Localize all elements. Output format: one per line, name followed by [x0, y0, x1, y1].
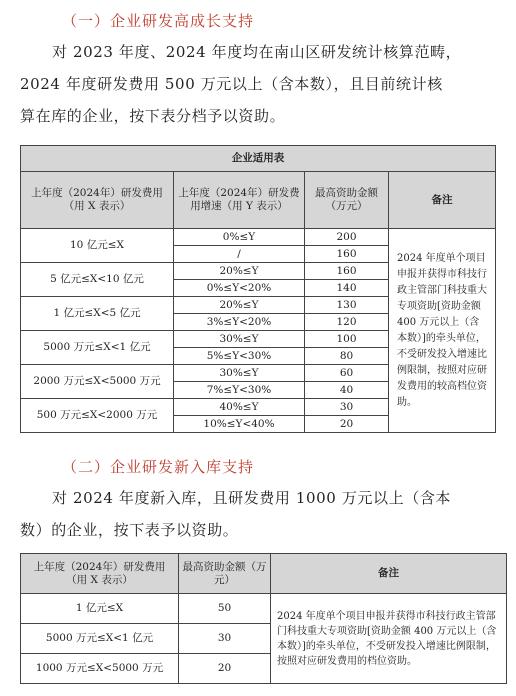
- section1-paragraph: [20, 36, 508, 132]
- table-row: [21, 594, 507, 624]
- range-cell: 5000 万元≤X<1 亿元: [21, 331, 174, 365]
- amount-cell: 120: [305, 314, 389, 331]
- amount-cell: 160: [305, 246, 389, 263]
- column-header: 上年度（2024年）研发费用（用 X 表示）: [21, 172, 174, 229]
- amount-cell: 20: [305, 416, 389, 433]
- amount-cell: 20: [179, 654, 271, 684]
- note-cell: 2024 年度单个项目申报并获得市科技行政主管部门科技重大专项资助[资助金额 400 万元以上（含本数）]的牵头单位，不受研发投入增速比例限制，按照对应研发费用的档位资助。: [271, 594, 507, 684]
- amount-cell: 130: [305, 297, 389, 314]
- range-cell: 1000 万元≤X<5000 万元: [21, 654, 179, 684]
- table-title: 企业适用表: [21, 146, 496, 172]
- amount-cell: 140: [305, 280, 389, 297]
- column-header: 备注: [271, 554, 507, 594]
- range-cell: 5000 万元≤X<1 亿元: [21, 624, 179, 654]
- growth-cell: 3%≤Y<20%: [174, 314, 305, 331]
- growth-cell: 0%≤Y: [174, 229, 305, 246]
- paragraph-line: 数）的企业，按下表予以资助。: [20, 521, 239, 539]
- growth-cell: 0%≤Y<20%: [174, 280, 305, 297]
- section2-paragraph: [20, 482, 508, 546]
- note-cell: 2024 年度单个项目申报并获得市科技行政主管部门科技重大专项资助[资助金额 400 万元以上（含本数）]的牵头单位，不受研发投入增速比例限制，按照对应研发费用的较高档位资助。: [389, 229, 496, 433]
- column-header: 备注: [389, 172, 496, 229]
- section2-heading: （二）企业研发新入库支持: [62, 458, 255, 476]
- paragraph-line: 对 2024 年度新入库，且研发费用 1000 万元以上（含本: [52, 489, 452, 507]
- amount-cell: 50: [179, 594, 271, 624]
- enterprise-table: [20, 145, 496, 433]
- amount-cell: 30: [305, 399, 389, 416]
- growth-cell: 10%≤Y<40%: [174, 416, 305, 433]
- column-header: 最高资助金额（万元）: [305, 172, 389, 229]
- amount-cell: 160: [305, 263, 389, 280]
- paragraph-line: 2024 年度研发费用 500 万元以上（含本数），且目前统计核: [20, 75, 443, 93]
- growth-cell: 20%≤Y: [174, 263, 305, 280]
- amount-cell: 100: [305, 331, 389, 348]
- growth-cell: 30%≤Y: [174, 331, 305, 348]
- growth-cell: 20%≤Y: [174, 297, 305, 314]
- growth-cell: /: [174, 246, 305, 263]
- paragraph-line: 对 2023 年度、2024 年度均在南山区研发统计核算范畴，: [52, 43, 462, 61]
- amount-cell: 200: [305, 229, 389, 246]
- amount-cell: 80: [305, 348, 389, 365]
- column-header: 上年度（2024年）研发费用（用 X 表示）: [21, 554, 179, 594]
- paragraph-line: 算在库的企业，按下表分档予以资助。: [20, 107, 286, 125]
- range-cell: 1 亿元≤X: [21, 594, 179, 624]
- new-entry-table: [20, 553, 507, 684]
- table-row: [21, 229, 496, 246]
- amount-cell: 60: [305, 365, 389, 382]
- range-cell: 2000 万元≤X<5000 万元: [21, 365, 174, 399]
- range-cell: 1 亿元≤X<5 亿元: [21, 297, 174, 331]
- range-cell: 500 万元≤X<2000 万元: [21, 399, 174, 433]
- growth-cell: 40%≤Y: [174, 399, 305, 416]
- column-header: 最高资助金额（万元）: [179, 554, 271, 594]
- range-cell: 5 亿元≤X<10 亿元: [21, 263, 174, 297]
- column-header: 上年度（2024年）研发费用增速（用 Y 表示）: [174, 172, 305, 229]
- growth-cell: 7%≤Y<30%: [174, 382, 305, 399]
- range-cell: 10 亿元≤X: [21, 229, 174, 263]
- section1-heading: （一）企业研发高成长支持: [62, 12, 255, 30]
- growth-cell: 30%≤Y: [174, 365, 305, 382]
- amount-cell: 40: [305, 382, 389, 399]
- growth-cell: 5%≤Y<30%: [174, 348, 305, 365]
- amount-cell: 30: [179, 624, 271, 654]
